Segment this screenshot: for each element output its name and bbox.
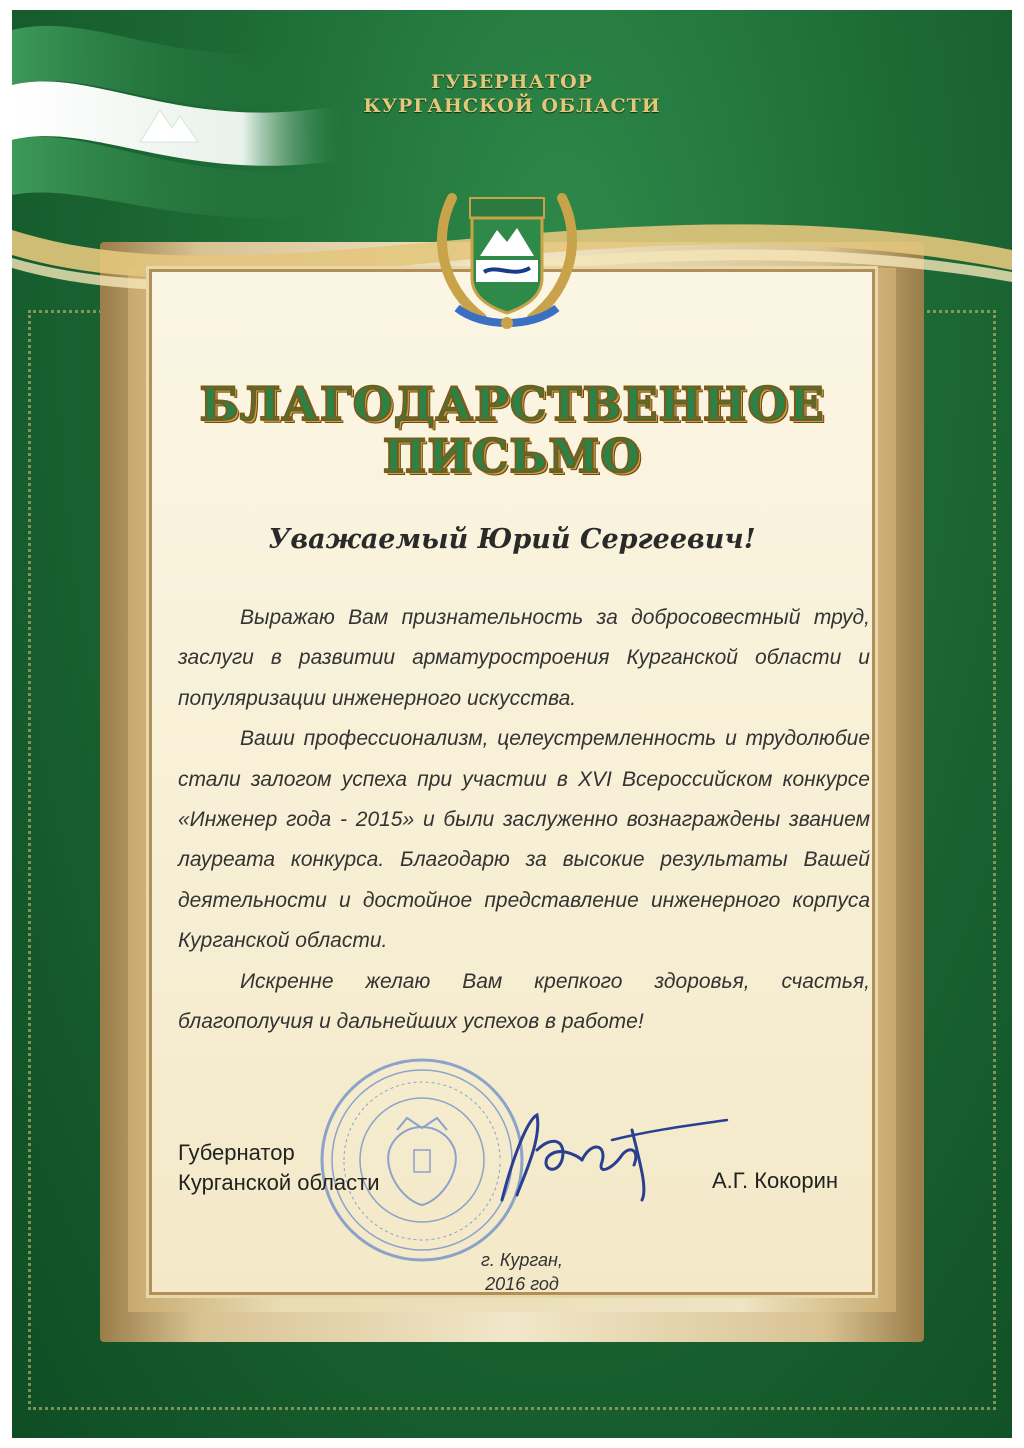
signatory-position-line2: Курганской области	[178, 1170, 380, 1195]
place-city: г. Курган,	[481, 1250, 563, 1270]
issuer-heading-line2: КУРГАНСКОЙ ОБЛАСТИ	[363, 95, 661, 117]
coat-of-arms-icon	[422, 168, 592, 338]
signatory-position-line1: Губернатор	[178, 1140, 295, 1165]
document-title	[152, 378, 872, 482]
handwritten-signature-icon	[482, 1100, 732, 1210]
letter-paragraph-1: Выражаю Вам признательность за добросовестный труд, заслуги в развитии арматуростроения Курганской области и популяризации инженерного искусства.	[178, 606, 870, 710]
document-title-line1: БЛАГОДАРСТВЕННОЕ	[199, 377, 825, 431]
signatory-name: А.Г. Кокорин	[712, 1168, 839, 1193]
signatory-position	[178, 1138, 380, 1198]
issuer-heading	[312, 70, 712, 118]
certificate-sheet	[12, 10, 1012, 1438]
place-year: 2016 год	[485, 1274, 559, 1294]
issuer-heading-line1: ГУБЕРНАТОР	[431, 71, 593, 93]
letter-paragraph-2: Ваши профессионализм, целеустремленность и трудолюбие стали залогом успеха при участии в XVI Всероссийском конкурсе «Инженер года - 2015» и были заслуженно вознаграждены званием лауреата конкурса. Благодарю за высокие результаты Вашей деятельности и достойное представление инженерного корпуса Курганской области.	[178, 727, 870, 953]
letter-paragraph-3: Искренне желаю Вам крепкого здоровья, счастья, благополучия и дальнейших успехов в работе!	[178, 969, 870, 1034]
place-and-date	[432, 1248, 612, 1296]
document-title-line2: ПИСЬМО	[382, 429, 642, 483]
letter-body	[178, 598, 870, 1042]
salutation: Уважаемый Юрий Сергеевич!	[268, 524, 756, 555]
